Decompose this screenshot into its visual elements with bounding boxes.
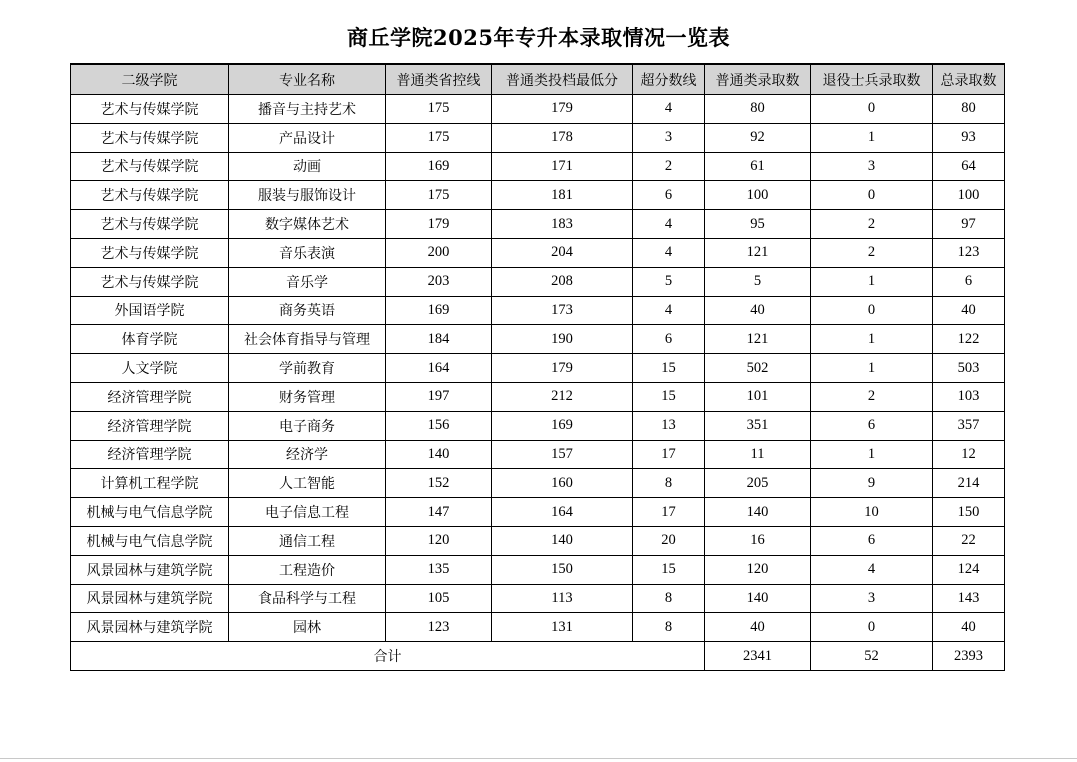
regular-count-cell: 11 bbox=[705, 440, 811, 469]
over-line-cell: 4 bbox=[633, 238, 705, 267]
page-bottom-rule bbox=[0, 758, 1077, 759]
table-row bbox=[71, 382, 1005, 411]
veteran-count-cell: 1 bbox=[811, 354, 933, 383]
min-score-cell: 150 bbox=[492, 555, 633, 584]
total-count-cell: 123 bbox=[933, 238, 1005, 267]
table-row bbox=[71, 498, 1005, 527]
control-line-cell: 197 bbox=[386, 382, 492, 411]
veteran-count-cell: 1 bbox=[811, 325, 933, 354]
min-score-cell: 131 bbox=[492, 613, 633, 642]
total-regular-count: 2341 bbox=[705, 642, 811, 671]
total-count-cell: 6 bbox=[933, 267, 1005, 296]
college-cell: 艺术与传媒学院 bbox=[71, 123, 229, 152]
college-cell: 人文学院 bbox=[71, 354, 229, 383]
min-score-cell: 204 bbox=[492, 238, 633, 267]
college-cell: 艺术与传媒学院 bbox=[71, 210, 229, 239]
regular-count-cell: 205 bbox=[705, 469, 811, 498]
min-score-cell: 181 bbox=[492, 181, 633, 210]
control-line-cell: 175 bbox=[386, 95, 492, 124]
total-overall-count: 2393 bbox=[933, 642, 1005, 671]
min-score-cell: 173 bbox=[492, 296, 633, 325]
major-cell: 社会体育指导与管理 bbox=[229, 325, 386, 354]
table-row bbox=[71, 238, 1005, 267]
major-cell: 园林 bbox=[229, 613, 386, 642]
total-count-cell: 103 bbox=[933, 382, 1005, 411]
college-cell: 体育学院 bbox=[71, 325, 229, 354]
major-cell: 数字媒体艺术 bbox=[229, 210, 386, 239]
major-cell: 动画 bbox=[229, 152, 386, 181]
regular-count-cell: 40 bbox=[705, 613, 811, 642]
table-row bbox=[71, 411, 1005, 440]
regular-count-cell: 101 bbox=[705, 382, 811, 411]
regular-count-cell: 100 bbox=[705, 181, 811, 210]
college-cell: 艺术与传媒学院 bbox=[71, 181, 229, 210]
veteran-count-cell: 0 bbox=[811, 613, 933, 642]
total-count-cell: 100 bbox=[933, 181, 1005, 210]
min-score-cell: 190 bbox=[492, 325, 633, 354]
over-line-cell: 17 bbox=[633, 498, 705, 527]
control-line-cell: 179 bbox=[386, 210, 492, 239]
college-cell: 艺术与传媒学院 bbox=[71, 152, 229, 181]
over-line-cell: 2 bbox=[633, 152, 705, 181]
total-count-cell: 97 bbox=[933, 210, 1005, 239]
regular-count-cell: 140 bbox=[705, 584, 811, 613]
veteran-count-cell: 1 bbox=[811, 123, 933, 152]
table-row bbox=[71, 325, 1005, 354]
regular-count-cell: 95 bbox=[705, 210, 811, 239]
veteran-count-cell: 0 bbox=[811, 296, 933, 325]
major-cell: 音乐表演 bbox=[229, 238, 386, 267]
college-cell: 经济管理学院 bbox=[71, 382, 229, 411]
table-header bbox=[71, 64, 1005, 95]
major-cell: 经济学 bbox=[229, 440, 386, 469]
total-count-cell: 357 bbox=[933, 411, 1005, 440]
major-cell: 电子商务 bbox=[229, 411, 386, 440]
college-cell: 风景园林与建筑学院 bbox=[71, 613, 229, 642]
major-cell: 产品设计 bbox=[229, 123, 386, 152]
over-line-cell: 3 bbox=[633, 123, 705, 152]
major-cell: 工程造价 bbox=[229, 555, 386, 584]
table-row bbox=[71, 354, 1005, 383]
table-row bbox=[71, 210, 1005, 239]
total-count-cell: 40 bbox=[933, 296, 1005, 325]
major-cell: 服装与服饰设计 bbox=[229, 181, 386, 210]
college-cell: 机械与电气信息学院 bbox=[71, 526, 229, 555]
min-score-cell: 183 bbox=[492, 210, 633, 239]
min-score-cell: 157 bbox=[492, 440, 633, 469]
over-line-cell: 17 bbox=[633, 440, 705, 469]
control-line-cell: 152 bbox=[386, 469, 492, 498]
min-score-cell: 179 bbox=[492, 354, 633, 383]
veteran-count-cell: 6 bbox=[811, 411, 933, 440]
table-row bbox=[71, 613, 1005, 642]
veteran-count-cell: 2 bbox=[811, 238, 933, 267]
total-row bbox=[71, 642, 1005, 671]
control-line-cell: 105 bbox=[386, 584, 492, 613]
min-score-cell: 160 bbox=[492, 469, 633, 498]
over-line-cell: 20 bbox=[633, 526, 705, 555]
total-count-header: 总录取数 bbox=[933, 64, 1005, 95]
control-line-cell: 203 bbox=[386, 267, 492, 296]
table-row bbox=[71, 526, 1005, 555]
veteran-count-cell: 10 bbox=[811, 498, 933, 527]
table-row bbox=[71, 469, 1005, 498]
control-line-cell: 120 bbox=[386, 526, 492, 555]
major-header: 专业名称 bbox=[229, 64, 386, 95]
college-cell: 外国语学院 bbox=[71, 296, 229, 325]
over-line-cell: 6 bbox=[633, 181, 705, 210]
table-row bbox=[71, 95, 1005, 124]
control-line-cell: 184 bbox=[386, 325, 492, 354]
veteran-count-header: 退役士兵录取数 bbox=[811, 64, 933, 95]
over-line-cell: 15 bbox=[633, 382, 705, 411]
over-line-cell: 4 bbox=[633, 95, 705, 124]
college-cell: 艺术与传媒学院 bbox=[71, 238, 229, 267]
college-cell: 艺术与传媒学院 bbox=[71, 267, 229, 296]
total-count-cell: 122 bbox=[933, 325, 1005, 354]
over-line-cell: 15 bbox=[633, 555, 705, 584]
college-header: 二级学院 bbox=[71, 64, 229, 95]
over-line-cell: 4 bbox=[633, 210, 705, 239]
over-line-cell: 13 bbox=[633, 411, 705, 440]
veteran-count-cell: 0 bbox=[811, 181, 933, 210]
regular-count-cell: 121 bbox=[705, 325, 811, 354]
college-cell: 机械与电气信息学院 bbox=[71, 498, 229, 527]
veteran-count-cell: 3 bbox=[811, 584, 933, 613]
college-cell: 经济管理学院 bbox=[71, 411, 229, 440]
min-score-cell: 178 bbox=[492, 123, 633, 152]
min-score-cell: 171 bbox=[492, 152, 633, 181]
min-score-header: 普通类投档最低分 bbox=[492, 64, 633, 95]
control-line-cell: 140 bbox=[386, 440, 492, 469]
college-cell: 风景园林与建筑学院 bbox=[71, 555, 229, 584]
total-count-cell: 64 bbox=[933, 152, 1005, 181]
total-veteran-count: 52 bbox=[811, 642, 933, 671]
regular-count-cell: 61 bbox=[705, 152, 811, 181]
table-row bbox=[71, 555, 1005, 584]
major-cell: 财务管理 bbox=[229, 382, 386, 411]
control-line-cell: 164 bbox=[386, 354, 492, 383]
over-line-cell: 8 bbox=[633, 613, 705, 642]
over-line-cell: 5 bbox=[633, 267, 705, 296]
regular-count-cell: 40 bbox=[705, 296, 811, 325]
min-score-cell: 113 bbox=[492, 584, 633, 613]
total-count-cell: 150 bbox=[933, 498, 1005, 527]
veteran-count-cell: 0 bbox=[811, 95, 933, 124]
table-row bbox=[71, 152, 1005, 181]
regular-count-cell: 351 bbox=[705, 411, 811, 440]
college-cell: 风景园林与建筑学院 bbox=[71, 584, 229, 613]
major-cell: 学前教育 bbox=[229, 354, 386, 383]
regular-count-cell: 16 bbox=[705, 526, 811, 555]
control-line-cell: 156 bbox=[386, 411, 492, 440]
table-row bbox=[71, 296, 1005, 325]
over-line-cell: 4 bbox=[633, 296, 705, 325]
control-line-cell: 175 bbox=[386, 123, 492, 152]
table-row bbox=[71, 584, 1005, 613]
min-score-cell: 212 bbox=[492, 382, 633, 411]
veteran-count-cell: 4 bbox=[811, 555, 933, 584]
veteran-count-cell: 2 bbox=[811, 382, 933, 411]
regular-count-cell: 5 bbox=[705, 267, 811, 296]
table-footer bbox=[71, 642, 1005, 671]
regular-count-header: 普通类录取数 bbox=[705, 64, 811, 95]
veteran-count-cell: 2 bbox=[811, 210, 933, 239]
page-title: 商丘学院2025年专升本录取情况一览表 bbox=[347, 25, 730, 50]
control-line-cell: 147 bbox=[386, 498, 492, 527]
over-line-cell: 8 bbox=[633, 584, 705, 613]
over-line-cell: 15 bbox=[633, 354, 705, 383]
total-count-cell: 214 bbox=[933, 469, 1005, 498]
header-row bbox=[71, 64, 1005, 95]
veteran-count-cell: 9 bbox=[811, 469, 933, 498]
veteran-count-cell: 6 bbox=[811, 526, 933, 555]
regular-count-cell: 121 bbox=[705, 238, 811, 267]
total-count-cell: 40 bbox=[933, 613, 1005, 642]
regular-count-cell: 120 bbox=[705, 555, 811, 584]
major-cell: 电子信息工程 bbox=[229, 498, 386, 527]
control-line-cell: 123 bbox=[386, 613, 492, 642]
total-count-cell: 143 bbox=[933, 584, 1005, 613]
control-line-cell: 169 bbox=[386, 152, 492, 181]
table-row bbox=[71, 267, 1005, 296]
regular-count-cell: 140 bbox=[705, 498, 811, 527]
total-count-cell: 22 bbox=[933, 526, 1005, 555]
regular-count-cell: 80 bbox=[705, 95, 811, 124]
college-cell: 艺术与传媒学院 bbox=[71, 95, 229, 124]
over-line-header: 超分数线 bbox=[633, 64, 705, 95]
admission-table bbox=[70, 63, 1005, 671]
table-body bbox=[71, 95, 1005, 642]
control-line-cell: 200 bbox=[386, 238, 492, 267]
over-line-cell: 8 bbox=[633, 469, 705, 498]
total-count-cell: 93 bbox=[933, 123, 1005, 152]
total-count-cell: 12 bbox=[933, 440, 1005, 469]
min-score-cell: 169 bbox=[492, 411, 633, 440]
college-cell: 经济管理学院 bbox=[71, 440, 229, 469]
min-score-cell: 179 bbox=[492, 95, 633, 124]
total-count-cell: 80 bbox=[933, 95, 1005, 124]
total-label: 合计 bbox=[71, 642, 705, 671]
table-row bbox=[71, 123, 1005, 152]
college-cell: 计算机工程学院 bbox=[71, 469, 229, 498]
total-count-cell: 503 bbox=[933, 354, 1005, 383]
total-count-cell: 124 bbox=[933, 555, 1005, 584]
major-cell: 人工智能 bbox=[229, 469, 386, 498]
veteran-count-cell: 1 bbox=[811, 440, 933, 469]
major-cell: 商务英语 bbox=[229, 296, 386, 325]
major-cell: 播音与主持艺术 bbox=[229, 95, 386, 124]
regular-count-cell: 502 bbox=[705, 354, 811, 383]
control-line-cell: 175 bbox=[386, 181, 492, 210]
major-cell: 音乐学 bbox=[229, 267, 386, 296]
min-score-cell: 208 bbox=[492, 267, 633, 296]
regular-count-cell: 92 bbox=[705, 123, 811, 152]
over-line-cell: 6 bbox=[633, 325, 705, 354]
major-cell: 通信工程 bbox=[229, 526, 386, 555]
min-score-cell: 164 bbox=[492, 498, 633, 527]
min-score-cell: 140 bbox=[492, 526, 633, 555]
veteran-count-cell: 1 bbox=[811, 267, 933, 296]
veteran-count-cell: 3 bbox=[811, 152, 933, 181]
control-line-header: 普通类省控线 bbox=[386, 64, 492, 95]
major-cell: 食品科学与工程 bbox=[229, 584, 386, 613]
table-row bbox=[71, 440, 1005, 469]
table-row bbox=[71, 181, 1005, 210]
control-line-cell: 169 bbox=[386, 296, 492, 325]
control-line-cell: 135 bbox=[386, 555, 492, 584]
